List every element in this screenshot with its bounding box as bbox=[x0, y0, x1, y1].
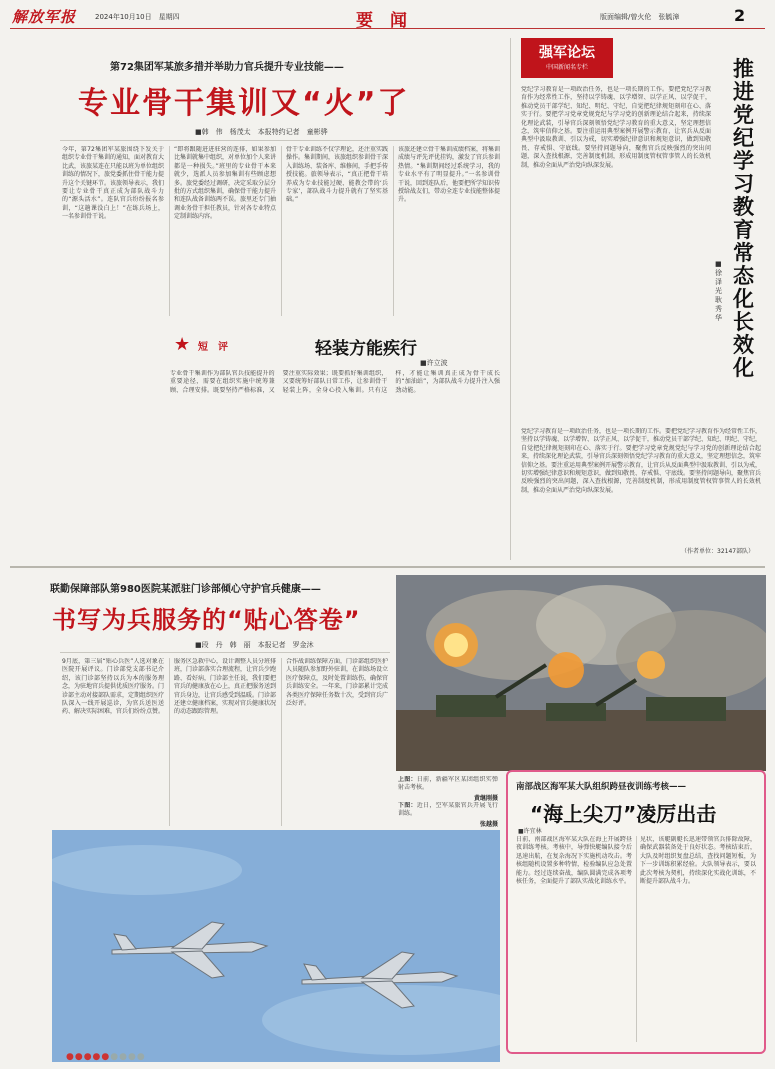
col-divider bbox=[169, 658, 170, 826]
story3-headline: “海上尖刀”凌厉出击 bbox=[530, 802, 717, 826]
story2-rule bbox=[60, 652, 390, 653]
story3-col2: 见状，该艇副艇长迅速带领官兵排除故障，确保武器装备处于良好状态。考核结束后，大队及时组织复盘总结，查找问题短板，为下一步训练积累经验。大队领导表示，要以此次考核为契机，持续深化实战化训练，不断提升部队战斗力。 bbox=[640, 836, 756, 886]
caption-lower-text: 近日，空军某旅官兵开展飞行训练。 bbox=[398, 801, 498, 818]
col-divider bbox=[281, 658, 282, 826]
page-number: 2 bbox=[734, 6, 746, 25]
jets-illustration bbox=[52, 830, 500, 1062]
caption-upper bbox=[398, 776, 498, 793]
dot-icon: ●●●●● bbox=[66, 1052, 111, 1062]
masthead bbox=[0, 0, 775, 30]
story1-headline: 专业骨干集训又“火”了 bbox=[78, 86, 410, 121]
caption-upper-credit: 黄继刚摄 bbox=[473, 794, 498, 802]
short-comment-headline: 轻装方能疾行 bbox=[315, 339, 417, 359]
jets-photo bbox=[52, 830, 500, 1062]
col-divider bbox=[281, 146, 282, 316]
story2-col2: 服务区急救中心，设计调整人员分班排班，门诊部落实合理流程，让官兵少跑路、看好病，门诊部主任说，我们要把官兵的健康放在心上，真正把服务送到官兵身边，让官兵感受到温暖。门诊部还建立健康档案，实现对官兵健康状况的动态跟踪管理。 bbox=[174, 658, 276, 716]
section-title: 要 闻 bbox=[356, 11, 407, 31]
story1-col2: “即将跟随进进驻营的连排，如果参加比集训就集中组织，对单位加个人来讲都是一种损失。”班里的专业骨干本来就少，选派人员参加集训有些顾虑想多。旅党委经过调研，决定采取分层分批的方式组织集训，确保骨干能力提升和连队战备训练两不误。旅里还专门抽调业务骨干担任教员，针对各专业特点定制训练内容。 bbox=[174, 146, 276, 221]
caption-lower bbox=[398, 802, 498, 819]
caption-lower-credit: 张越摄 bbox=[479, 820, 498, 828]
caption-lower-label: 下图： bbox=[398, 801, 417, 809]
story1-rule bbox=[60, 140, 500, 141]
col-divider bbox=[169, 146, 170, 316]
newspaper-logo: 解放军报 bbox=[12, 8, 77, 26]
story1-byline: ■韩 伟 杨茂太 本报特约记者 童彬骅 bbox=[195, 128, 328, 136]
column-author: ■徐泽光 耿秀华 bbox=[715, 260, 729, 322]
story3-byline: ■许宜林 bbox=[518, 828, 542, 835]
artillery-illustration bbox=[396, 575, 766, 771]
story2-kicker: 联勤保障部队第980医院某派驻门诊部倾心守护官兵健康—— bbox=[50, 584, 321, 595]
star-icon: ★ bbox=[174, 334, 191, 355]
story3-kicker: 南部战区海军某大队组织跨昼夜训练考核—— bbox=[516, 782, 687, 792]
column-text-top: 党纪学习教育是一项政治任务，也是一项长期的工作。要把党纪学习教育作为经常性工作，坚持以学铸魂、以学增智、以学正风、以学促干，推动党员干部学纪、知纪、明纪、守纪，自觉把纪律规矩刻印在心、落实于行。要把学习党章党规党纪与学习党的创新理论结合起来，持续深化理论武装，引导官兵深刻领悟党纪学习教育的重大意义，坚定理想信念，筑牢信仰之基。要注重运用典型案例开展警示教育，让官兵从反面典型中汲取教训、引以为戒，切实增强纪律意识和规矩意识，做到知敬畏、存戒惧、守底线。要坚持问题导向，聚焦官兵反映强烈的突出问题，深入查找根源，完善制度机制，形成用制度管权管事管人的长效机制，推动全面从严治党向纵深发展。 bbox=[521, 86, 711, 169]
column-headline: 推进党纪学习教育常态化长效化 bbox=[733, 57, 754, 380]
story1-col4: 该旅还建立骨干集训成绩档案，将集训成绩与评先评优挂钩，激发了官兵参训热情。“集训期间经过系统学习，我的专业水平有了明显提升。”一名参训骨干说，回到连队后，他要把所学知识传授给战友们，带动全连专业技能整体提升。 bbox=[398, 146, 500, 204]
column-ref: （作者单位：32147部队） bbox=[681, 548, 755, 555]
story3-col1: 日前，南部战区海军某大队在海上开展跨昼夜训练考核。考核中，导弹快艇编队接令后迅速出航，在复杂海况下实施机动攻击。考核组随机设置多种特情，检验编队应急处置能力。经过连续奋战，编队圆满完成各项考核任务，全面提升了部队实战化训练水平。 bbox=[516, 836, 632, 886]
header-rule bbox=[10, 28, 765, 29]
story2-byline: ■段 丹 韩 丽 本报记者 罗金沐 bbox=[195, 641, 314, 649]
photo-caption bbox=[398, 776, 498, 828]
story2-col1: 9月底，第三届“贴心兵医”人选对象在医院开展评议。门诊部党支部书记介绍，该门诊部坚持以兵为本的服务理念，为驻地官兵提供优质医疗服务。门诊部主动对接部队需求，定期组织医疗队深入一线开展巡诊，为官兵送医送药、解决实际困难，官兵们纷纷点赞。 bbox=[62, 658, 164, 716]
column-text-bottom: 党纪学习教育是一项政治任务，也是一项长期的工作。要把党纪学习教育作为经常性工作，坚持以学铸魂、以学增智、以学正风、以学促干，推动党员干部学纪、知纪、明纪、守纪，自觉把纪律规矩刻印在心、落实于行。要把学习党章党规党纪与学习党的创新理论结合起来，持续深化理论武装，引导官兵深刻领悟党纪学习教育的重大意义，坚定理想信念，筑牢信仰之基。要注重运用典型案例开展警示教育，让官兵从反面典型中汲取教训、引以为戒，切实增强纪律意识和规矩意识，做到知敬畏、存戒惧、守底线。要坚持问题导向，聚焦官兵反映强烈的突出问题，深入查找根源，完善制度机制，形成用制度管权管事管人的长效机制，推动全面从严治党向纵深发展。 bbox=[521, 428, 761, 494]
page-dots bbox=[66, 1052, 146, 1062]
caption-upper-label: 上图： bbox=[398, 776, 417, 783]
section-rule bbox=[10, 566, 765, 568]
page-editor: 版面编辑/曾火伦 张毓漳 bbox=[600, 13, 680, 21]
artillery-photo bbox=[396, 575, 766, 771]
column-badge bbox=[521, 38, 613, 78]
story2-headline: 书写为兵服务的“贴心答卷” bbox=[52, 606, 361, 634]
short-comment-tag: 短 评 bbox=[198, 342, 228, 353]
short-comment-box bbox=[170, 330, 500, 470]
dot-icon: ●●●● bbox=[110, 1052, 146, 1062]
story3-box bbox=[506, 770, 766, 1054]
caption-upper-text: 日前，新疆军区某团组织实弹射击考核。 bbox=[398, 776, 498, 792]
story1-col3: 骨干专业训练不仅学理论，还注重实践操作。集训期间，该旅组织参训骨干深入训练场、装备库、维修间，手把手传授技能。旅领导表示，“真正把骨干培养成为专业技能过硬、能教会带的‘兵专家’，部队战斗力提升就有了坚实基础。” bbox=[286, 146, 388, 204]
story1-col1: 今年，第72集团军某旅围绕下发关于组织专业骨干集训的通知，面对教育大比武，该旅某连在只能以班为单位组织训练的情况下，旅党委抓住骨干能力提升这个关键环节。该旅领导表示，我们要让专业骨干真正成为部队战斗力的“源头活水”。连队官兵纷纷报名参训，“这趟课没白上！”在练兵场上，一名参训骨干说。 bbox=[62, 146, 164, 221]
column-badge-title: 强军论坛 bbox=[539, 45, 595, 61]
issue-date: 2024年10月10日 星期四 bbox=[95, 13, 180, 21]
story1-kicker: 第72集团军某旅多措并举助力官兵提升专业技能—— bbox=[110, 62, 344, 73]
short-comment-text: 专业骨干集训作为部队官兵技能提升的重要途径，需要在组织实施中统筹兼顾、合理安排。既要坚持严格标准，又要注重实际效果；既要抓好集训组织，又要统筹好部队日常工作，让参训骨干轻装上阵，全身心投入集训。只有这样，才能让集训真正成为骨干成长的“加油站”，为部队战斗力提升注入强劲动能。 bbox=[170, 370, 500, 394]
col-divider bbox=[393, 146, 394, 316]
column-badge-subtitle: 中国新闻名专栏 bbox=[545, 64, 588, 71]
story2-col3: 合作战训练保障方面，门诊部组织医护人员随队参加野外驻训，在训练场设立医疗保障点，及时处置训练伤，确保官兵训练安全。一年来，门诊部累计完成各类医疗保障任务数十次，受到官兵广泛好评。 bbox=[286, 658, 388, 708]
column-box bbox=[510, 38, 769, 560]
col-divider bbox=[636, 836, 637, 1042]
short-comment-byline: ■许立波 bbox=[420, 359, 448, 367]
